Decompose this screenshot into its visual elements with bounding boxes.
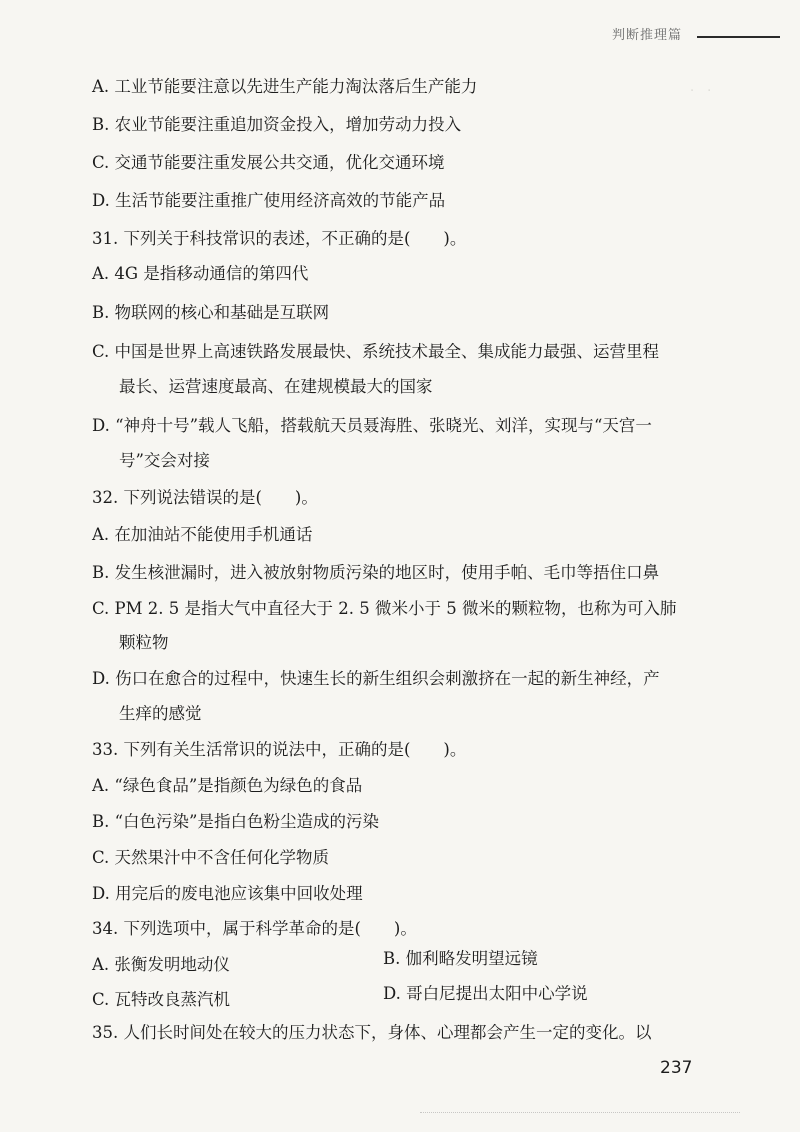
q31-option-d: D. “神舟十号”载人飞船，搭载航天员聂海胜、张晓光、刘洋，实现与“天宫一 (92, 416, 652, 435)
q34-option-b: B. 伽利略发明望远镜 (383, 949, 538, 968)
q31-option-c-cont: 最长、运营速度最高、在建规模最大的国家 (119, 377, 433, 396)
q32-option-b: B. 发生核泄漏时，进入被放射物质污染的地区时，使用手帕、毛巾等捂住口鼻 (92, 563, 660, 582)
q34-option-d: D. 哥白尼提出太阳中心学说 (383, 984, 588, 1003)
q34-option-a: A. 张衡发明地动仪 (92, 955, 230, 974)
q35-stem: 35. 人们长时间处在较大的压力状态下，身体、心理都会产生一定的变化。以 (92, 1023, 652, 1042)
scan-noise (420, 1112, 740, 1114)
bleed-through: · · (690, 84, 712, 99)
q31-option-b: B. 物联网的核心和基础是互联网 (92, 303, 330, 322)
q33-option-b: B. “白色污染”是指白色粉尘造成的污染 (92, 812, 379, 831)
q30-option-c: C. 交通节能要注重发展公共交通，优化交通环境 (92, 153, 445, 172)
q32-stem: 32. 下列说法错误的是( )。 (92, 488, 318, 507)
q32-option-d-cont: 生痒的感觉 (119, 704, 202, 723)
q30-option-d: D. 生活节能要注重推广使用经济高效的节能产品 (92, 191, 446, 210)
q31-option-d-cont: 号”交会对接 (119, 451, 210, 470)
page-number: 237 (660, 1058, 693, 1078)
q33-option-d: D. 用完后的废电池应该集中回收处理 (92, 884, 363, 903)
q31-stem: 31. 下列关于科技常识的表述，不正确的是( )。 (92, 229, 467, 248)
q33-stem: 33. 下列有关生活常识的说法中，正确的是( )。 (92, 740, 467, 759)
q32-option-d: D. 伤口在愈合的过程中，快速生长的新生组织会刺激挤在一起的新生神经，产 (92, 669, 660, 688)
q34-stem: 34. 下列选项中，属于科学革命的是( )。 (92, 919, 417, 938)
q33-option-a: A. “绿色食品”是指颜色为绿色的食品 (92, 776, 363, 795)
q30-option-b: B. 农业节能要注重追加资金投入，增加劳动力投入 (92, 115, 462, 134)
q31-option-a: A. 4G 是指移动通信的第四代 (92, 264, 309, 283)
q32-option-c-cont: 颗粒物 (119, 633, 169, 652)
q33-option-c: C. 天然果汁中不含任何化学物质 (92, 848, 330, 867)
header-rule (697, 36, 780, 38)
q30-option-a: A. 工业节能要注意以先进生产能力淘汰落后生产能力 (92, 77, 478, 96)
running-header: 判断推理篇 (612, 28, 683, 43)
q32-option-a: A. 在加油站不能使用手机通话 (92, 525, 313, 544)
q34-option-c: C. 瓦特改良蒸汽机 (92, 990, 231, 1009)
q32-option-c: C. PM 2. 5 是指大气中直径大于 2. 5 微米小于 5 微米的颗粒物，也称为可入肺 (92, 599, 677, 618)
q31-option-c: C. 中国是世界上高速铁路发展最快、系统技术最全、集成能力最强、运营里程 (92, 342, 660, 361)
